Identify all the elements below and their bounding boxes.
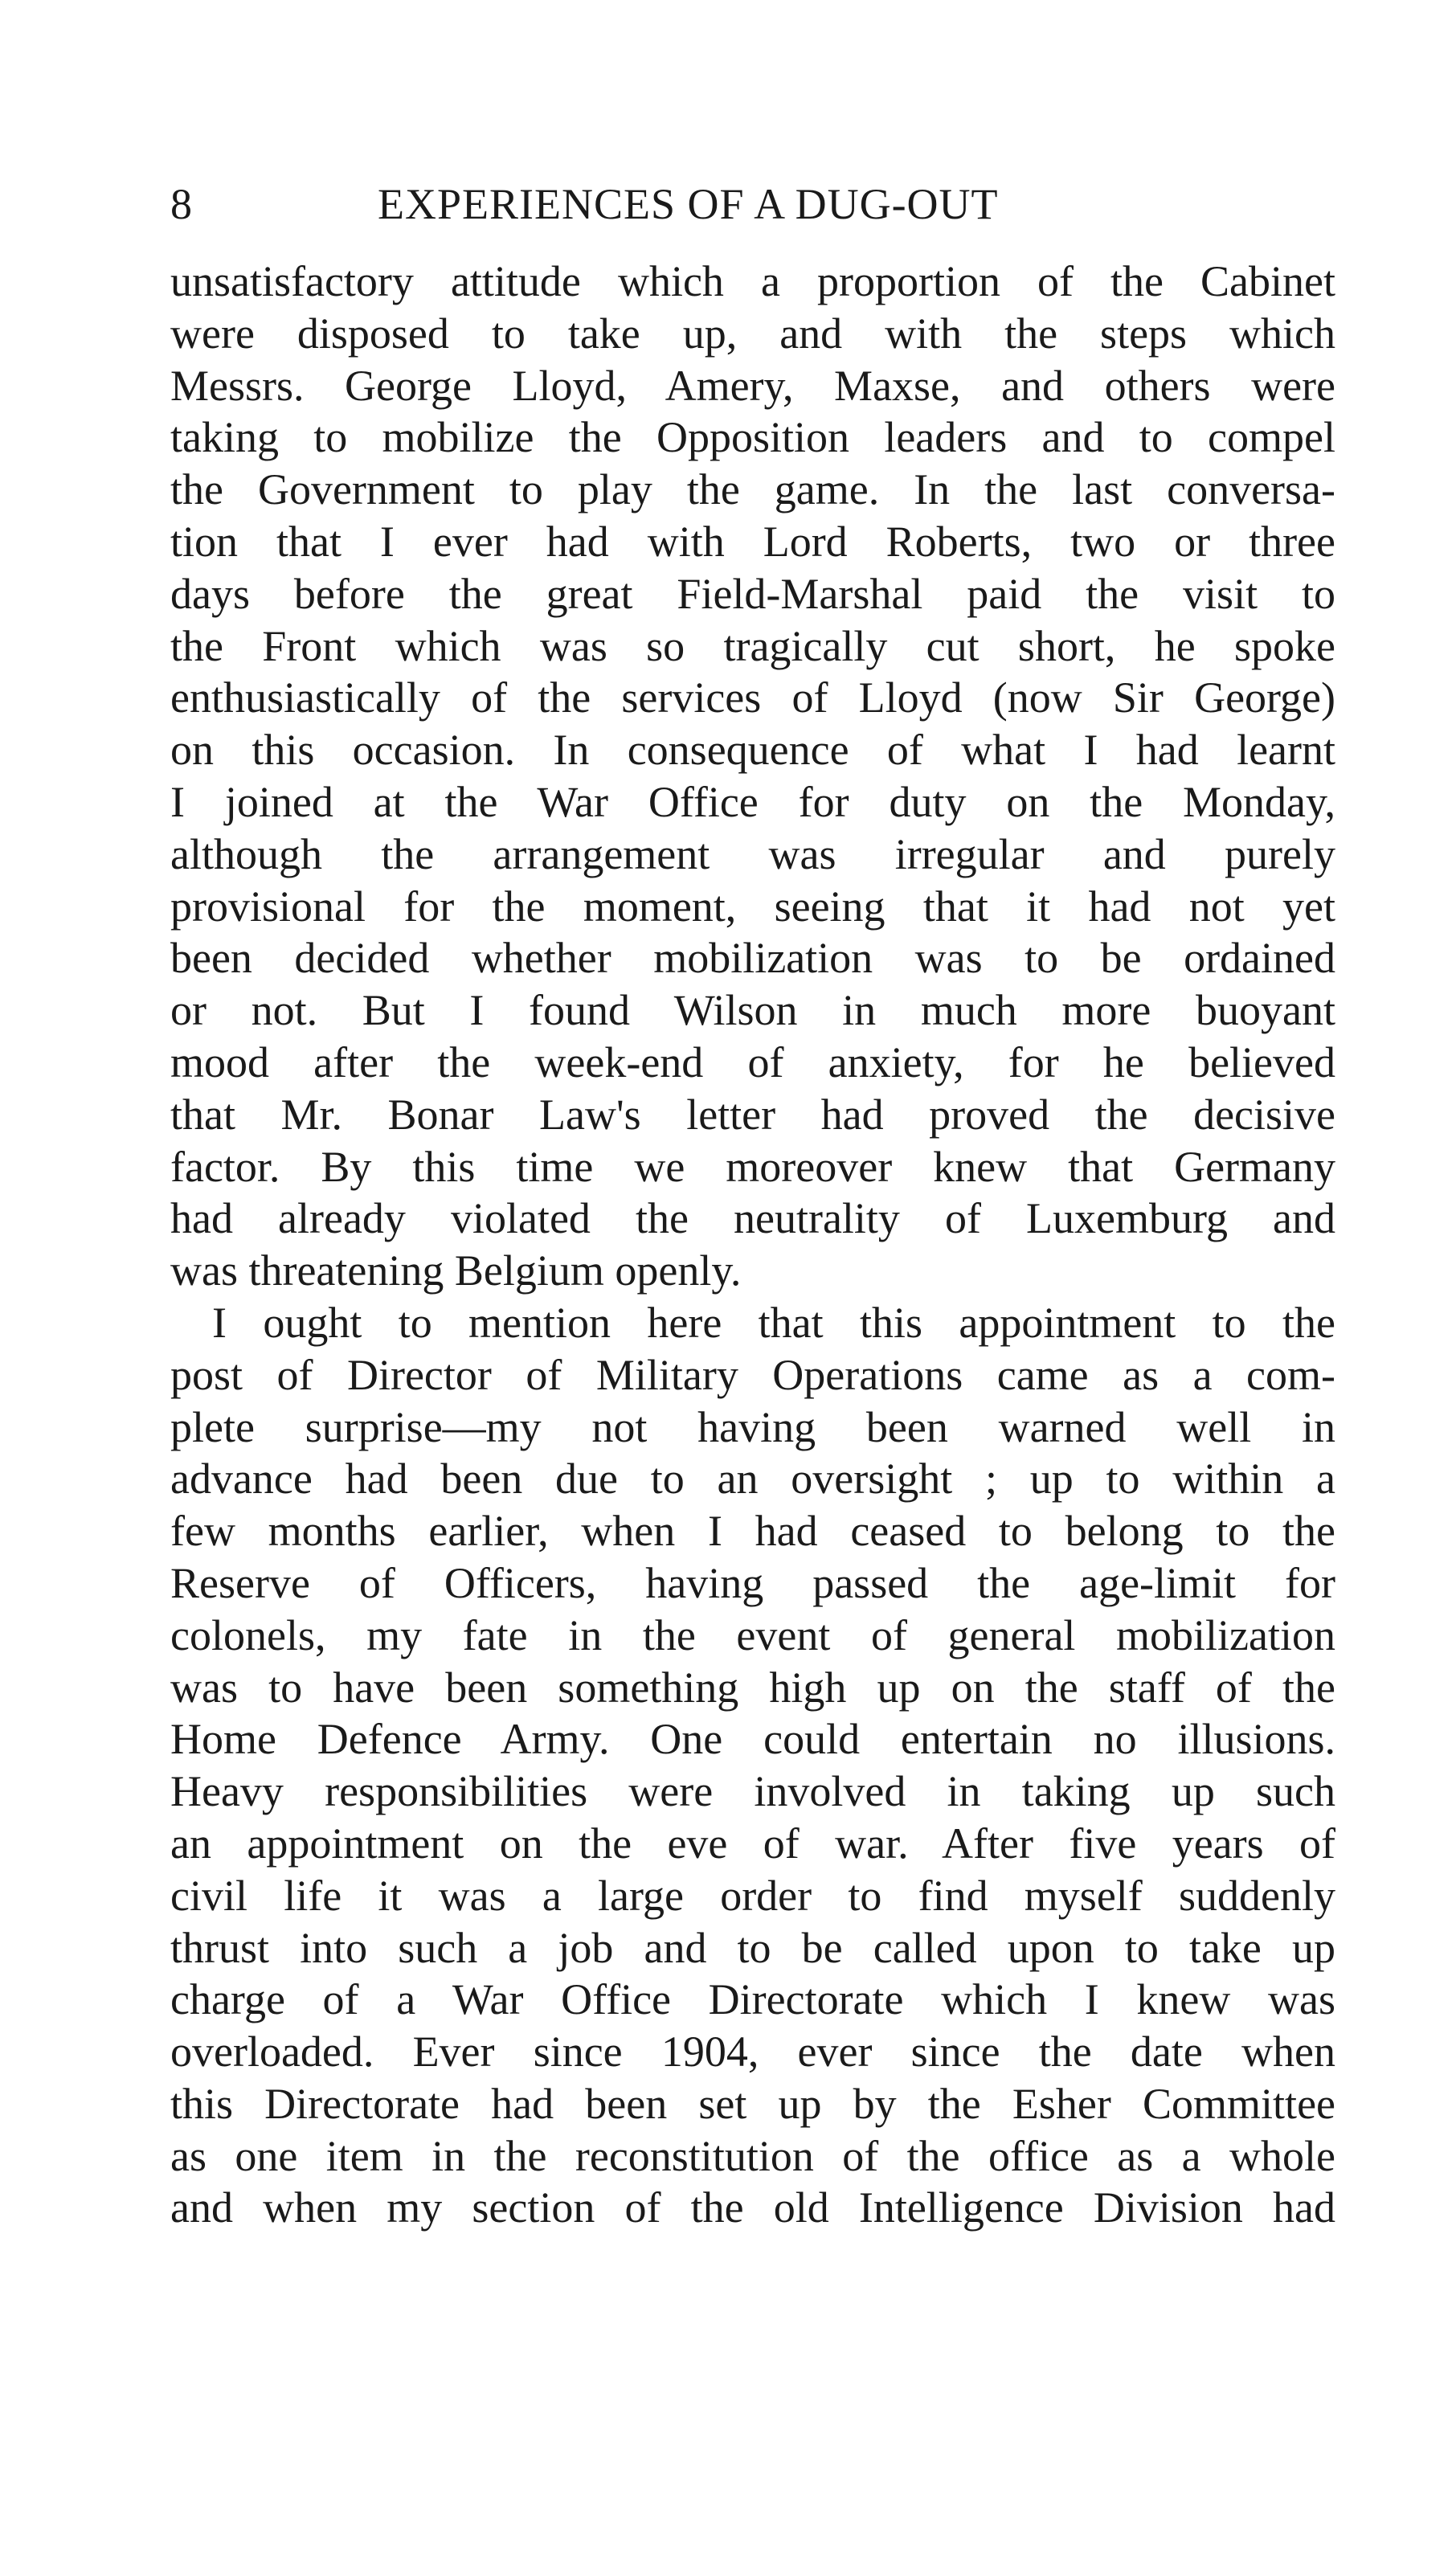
text-line: civil life it was a large order to find myself suddenly (170, 1871, 1335, 1920)
running-title: EXPERIENCES OF A DUG-OUT (378, 180, 999, 228)
text-line: Messrs. George Lloyd, Amery, Maxse, and others were (170, 361, 1335, 410)
text-line: post of Director of Military Operations came as a com- (170, 1350, 1335, 1399)
body-text (170, 256, 1335, 2234)
text-line: was to have been something high up on the staff of the (170, 1663, 1335, 1712)
text-line: had already violated the neutrality of Luxemburg and (170, 1194, 1335, 1243)
text-line: taking to mobilize the Opposition leaders and to compel (170, 413, 1335, 462)
text-line: overloaded. Ever since 1904, ever since the date when (170, 2027, 1335, 2076)
running-head (170, 172, 1335, 236)
text-line: an appointment on the eve of war. After five years of (170, 1819, 1335, 1868)
paragraph (170, 256, 1335, 1297)
text-line: on this occasion. In consequence of what I had learnt (170, 726, 1335, 775)
text-line: as one item in the reconstitution of the office as a whole (170, 2131, 1335, 2180)
text-line: or not. But I found Wilson in much more buoyant (170, 986, 1335, 1035)
page-number: 8 (170, 180, 193, 228)
text-line: tion that I ever had with Lord Roberts, two or three (170, 517, 1335, 566)
text-line: thrust into such a job and to be called upon to take up (170, 1923, 1335, 1972)
text-line: factor. By this time we moreover knew that Germany (170, 1142, 1335, 1191)
text-line: was threatening Belgium openly. (170, 1246, 742, 1295)
text-line: provisional for the moment, seeing that it had not yet (170, 882, 1335, 931)
text-line: that Mr. Bonar Law's letter had proved the decisive (170, 1090, 1335, 1139)
text-line: Home Defence Army. One could entertain no illusions. (170, 1715, 1335, 1764)
text-line: I joined at the War Office for duty on the Monday, (170, 777, 1335, 826)
text-line: the Government to play the game. In the last conversa- (170, 465, 1335, 514)
text-line: the Front which was so tragically cut short, he spoke (170, 621, 1335, 670)
text-line: few months earlier, when I had ceased to belong to the (170, 1507, 1335, 1556)
text-line: colonels, my fate in the event of general mobilization (170, 1610, 1335, 1659)
text-line: plete surprise—my not having been warned well in (170, 1402, 1335, 1451)
text-line: unsatisfactory attitude which a proportion of the Cabinet (170, 257, 1335, 305)
text-line: were disposed to take up, and with the steps which (170, 309, 1335, 358)
text-line: and when my section of the old Intelligence Division had (170, 2183, 1335, 2232)
text-line: Reserve of Officers, having passed the age-limit for (170, 1558, 1335, 1607)
text-line: although the arrangement was irregular and purely (170, 829, 1335, 878)
paragraph (170, 1297, 1335, 2234)
text-line: days before the great Field-Marshal paid the visit to (170, 569, 1335, 618)
text-line: charge of a War Office Directorate which I knew was (170, 1975, 1335, 2024)
text-line: this Directorate had been set up by the Esher Committee (170, 2079, 1335, 2128)
text-line: mood after the week-end of anxiety, for he believed (170, 1037, 1335, 1086)
text-line: I ought to mention here that this appointment to the (212, 1298, 1335, 1347)
text-line: advance had been due to an oversight ; up to within a (170, 1455, 1335, 1504)
text-line: Heavy responsibilities were involved in taking up such (170, 1767, 1335, 1816)
text-line: been decided whether mobilization was to be ordained (170, 934, 1335, 983)
text-line: enthusiastically of the services of Lloyd (now Sir George) (170, 673, 1335, 722)
